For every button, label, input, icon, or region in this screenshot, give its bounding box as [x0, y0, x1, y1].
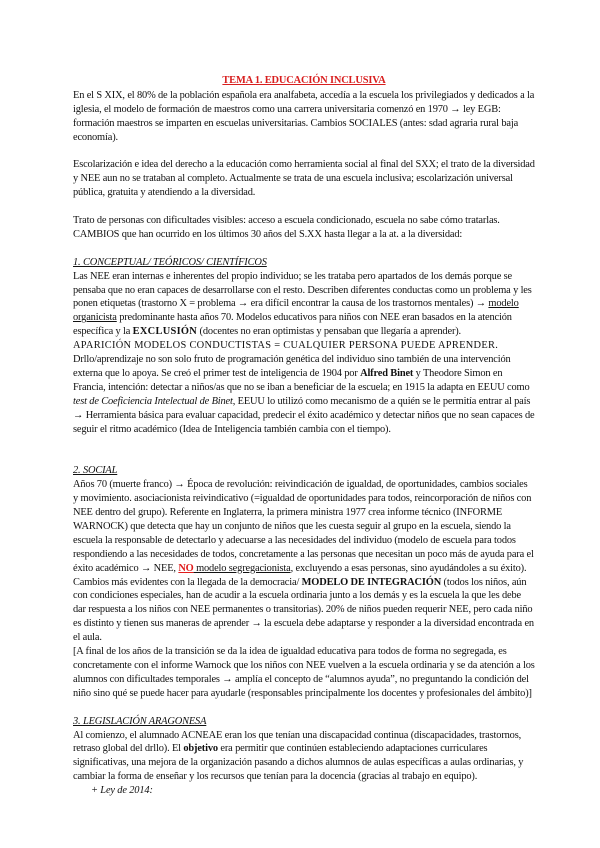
- ley-2014-bullet: + Ley de 2014:: [91, 785, 153, 797]
- section1-paragraph-3: [73, 353, 535, 436]
- text-run: (docentes no eran optimistas y pensaban que llegaría a aprender).: [197, 326, 462, 338]
- exclusion-term: EXCLUSIÓN: [132, 326, 198, 338]
- text-run: , excluyendo a esas personas, sino ayudándoles a su éxito). Cambios más evidentes con la llegada de la democracia/: [73, 562, 527, 588]
- text-run: Las NEE eran internas e inherentes del propio individuo; se les trataba pero apartados de los demás porque se pensaba que no eran capaces de desarrollarse con el resto. Describen diferentes conductas como un problema y les ponen etiquetas (trastorno X = problema → era difícil encontrar la causa de los trastornos mentales) →: [73, 270, 532, 310]
- section3-paragraph-1: [73, 729, 535, 785]
- section-heading-conceptual: 1. CONCEPTUAL/ TEÓRICOS/ CIENTÍFICOS: [73, 256, 267, 268]
- text-run: era permitir que continúen estableciendo adaptaciones curriculares significativas, una mejora de la organización pasando a dichos alumnos de aulas específicas a aulas ordinarias, y cambiar la forma de enseñar y los recursos que tenían para la docencia (gracias al trabajo en equipo).: [73, 743, 524, 783]
- text-run: Años 70 (muerte franco) → Época de revolución: reivindicación de igualdad, de oportunidades, cambios sociales y movimiento. asociacionista reivindicativo (=igualdad de oportunidades para todos, reincorporación de niños con NEE dentro del grupo). Referente en Inglaterra, la primera ministra 1977 crea informe técnico (INFORME WARNOCK) que detecta que hay un conjunto de niños que les cuesta seguir al grupo en la escuela, siendo la escuela la responsable de detectarlo y adecuarse a las necesidades del individuo (modelo de escuela para todos respondiendo a las necesidades de todos, concretamente a las personas que necesitan un poco más de ayuda para el éxito académico → NEE,: [73, 479, 534, 574]
- section1-conductistas-line: APARICIÓN MODELOS CONDUCTISTAS = CUALQUIER PERSONA PUEDE APRENDER.: [73, 340, 499, 352]
- text-run: Drllo/aprendizaje no son solo fruto de programación genética del individuo sino también de una intervención externa que lo apoya. Se creó el primer test de inteligencia de 1904 por: [73, 354, 511, 379]
- spacer: [73, 701, 535, 715]
- section-heading-social: 2. SOCIAL: [73, 465, 118, 477]
- section2-paragraph-1: [73, 478, 535, 645]
- text-run: Al comienzo, el alumnado ACNEAE eran los que tenían una discapacidad continua (discapacidades, trastornos, retraso global del drllo). El: [73, 729, 522, 755]
- modelo-organicista-term: modelo organicista: [73, 298, 519, 324]
- text-run: y Theodore Simon en Francia, intención: detectar a niños/as que no se iban a beneficiar de la escuela; en 1915 la adapta en EEUU como: [73, 367, 530, 393]
- no-emphasis: NO: [178, 562, 194, 574]
- document-page: [73, 74, 535, 798]
- spacer: [73, 450, 535, 464]
- modelo-integracion-term: MODELO DE INTEGRACIÓN: [301, 576, 442, 588]
- document-title: TEMA 1. EDUCACIÓN INCLUSIVA: [222, 75, 386, 86]
- binet-test-name: test de Coeficiencia Intelectual de Binet: [73, 395, 233, 407]
- modelo-segregacionista-term: modelo segregacionista: [193, 562, 291, 574]
- alfred-binet-name: Alfred Binet: [360, 367, 414, 379]
- objetivo-term: objetivo: [183, 743, 218, 755]
- spacer: [73, 437, 535, 451]
- section-heading-legislacion: 3. LEGISLACIÓN ARAGONESA: [73, 715, 207, 727]
- text-run: (todos los niños, aún con condiciones especiales, han de acudir a la escuela ordinaria junto a los demás y es la escuela la que les debe dar respuesta a los niños con NEE permanentes o transitorias). 20% de niños pueden requerir NEE, pero cada niño es distinto y tienen sus maneras de aprender → la escuela debe adaptarse y responder a la diversidad encontrada en el aula.: [73, 576, 534, 644]
- section2-paragraph-2: [A final de los años de la transición se da la idea de igualdad educativa para todos de forma no segregada, es concretamente con el informe Warnock que los niños con NEE vuelven a la escuela ordinaria y se da atención a los alumnos con dificultades temporales → amplía el concepto de “alumnos ayuda”, no preguntando la condición del niño sino qué se puede hacer para ayudarle (responsables principalmente los docentes y profesionales del ámbito)]: [73, 646, 535, 699]
- text-run: predominante hasta años 70. Modelos educativos para niños con NEE eran basados en la atención específica y la: [73, 312, 512, 338]
- intro-paragraph-3: Trato de personas con dificultades visibles: acceso a escuela condicionado, escuela no sabe cómo tratarlas. CAMBIOS que han ocurrido en los últimos 30 años del S.XX hasta llegar a la at. a la diversidad:: [73, 215, 500, 240]
- spacer: [73, 145, 535, 159]
- section1-paragraph-1: [73, 270, 535, 340]
- intro-paragraph-1: En el S XIX, el 80% de la población española era analfabeta, accedía a la escuela los privilegiados y dedicados a la iglesia, el modelo de formación de maestros como una carrera universitaria comenzó en 1970 → ley EGB: formación maestros se imparten en escuelas universitarias. Cambios SOCIALES (antes: sdad agraria rural baja economía).: [73, 89, 535, 143]
- spacer: [73, 200, 535, 214]
- spacer: [73, 242, 535, 256]
- intro-paragraph-2: Escolarización e idea del derecho a la educación como herramienta social al final del SXX; el trato de la diversidad y NEE aun no se trataban al completo. Actualmente se trata de una escuela inclusiva; escolarización universal pública, gratuita y atendiendo a la diversidad.: [73, 159, 535, 199]
- text-run: , EEUU lo utilizó como mecanismo de a quién se le permitía entrar al país → Herramienta básica para evaluar capacidad, predecir el éxito académico y detectar niños que no sean capaces de seguir el ritmo académico (Idea de Inteligencia también cambia con el tiempo).: [73, 395, 535, 435]
